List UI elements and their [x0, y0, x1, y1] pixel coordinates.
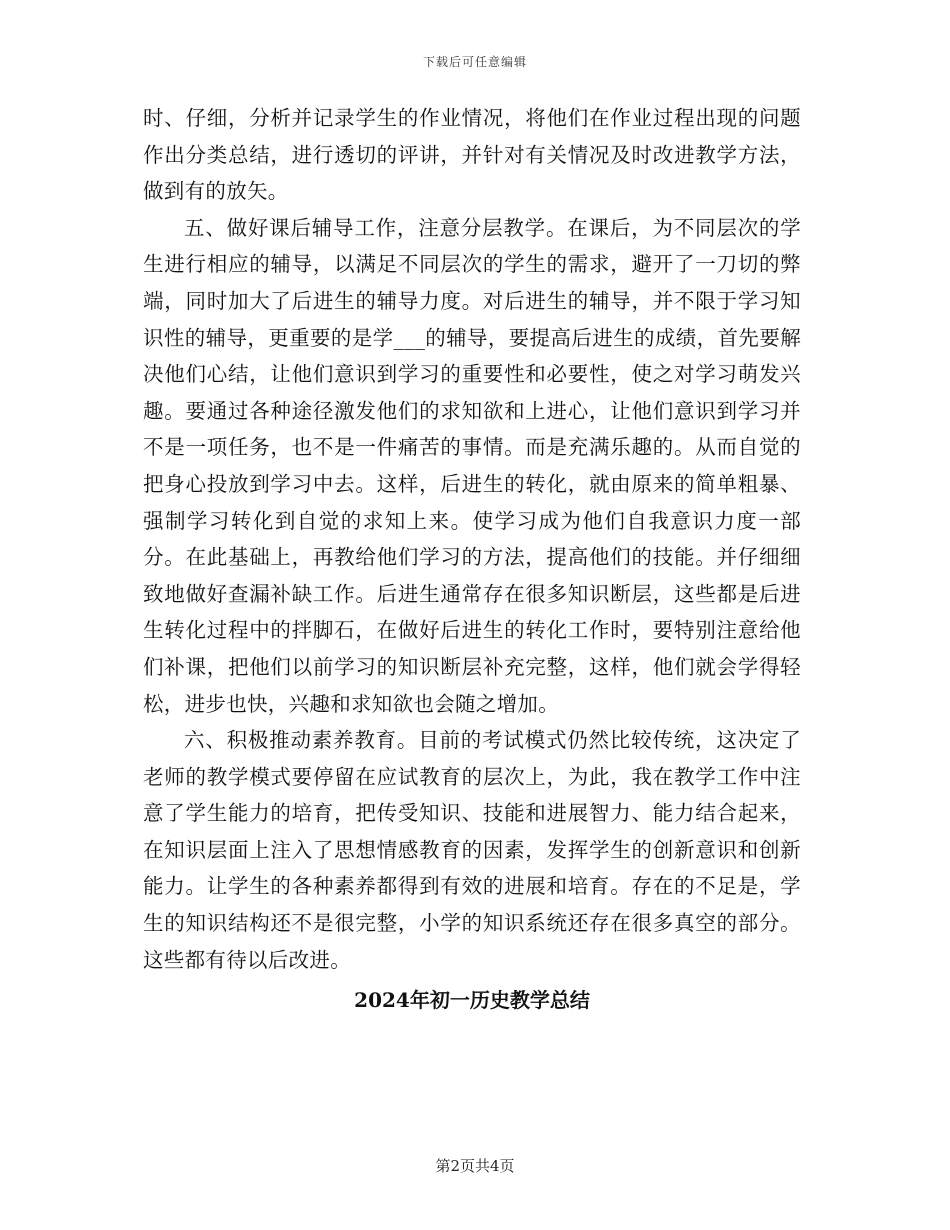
page-footer: 第2页共4页: [435, 1157, 515, 1175]
paragraph-2: 五、做好课后辅导工作，注意分层教学。在课后，为不同层次的学生进行相应的辅导，以满足不同层次的学生的需求，避开了一刀切的弊端，同时加大了后进生的辅导力度。对后进生的辅导，并不限于学习知识性的辅导，更重要的是学___的辅导，要提高后进生的成绩，首先要解决他们心结，让他们意识到学习的重要性和必要性，使之对学习萌发兴趣。要通过各种途径激发他们的求知欲和上进心，让他们意识到学习并不是一项任务，也不是一件痛苦的事情。而是充满乐趣的。从而自觉的把身心投放到学习中去。这样，后进生的转化，就由原来的简单粗暴、强制学习转化到自觉的求知上来。使学习成为他们自我意识力度一部分。在此基础上，再教给他们学习的方法，提高他们的技能。并仔细细致地做好查漏补缺工作。后进生通常存在很多知识断层，这些都是后进生转化过程中的拌脚石，在做好后进生的转化工作时，要特别注意给他们补课，把他们以前学习的知识断层补充完整，这样，他们就会学得轻松，进步也快，兴趣和求知欲也会随之增加。: [143, 215, 801, 716]
document-title: 2024年初一历史教学总结: [354, 988, 590, 1013]
paragraph-1: 时、仔细，分析并记录学生的作业情况，将他们在作业过程出现的问题作出分类总结，进行透切的评讲，并针对有关情况及时改进教学方法，做到有的放矢。: [143, 106, 801, 204]
page-header: 下载后可任意编辑: [422, 55, 527, 69]
paragraph-3: 六、积极推动素养教育。目前的考试模式仍然比较传统，这决定了老师的教学模式要停留在应试教育的层次上，为此，我在教学工作中注意了学生能力的培育，把传受知识、技能和进展智力、能力结合起来，在知识层面上注入了思想情感教育的因素，发挥学生的创新意识和创新能力。让学生的各种素养都得到有效的进展和培育。存在的不足是，学生的知识结构还不是很完整，小学的知识系统还存在很多真空的部分。这些都有待以后改进。: [143, 728, 801, 972]
document-body: [143, 100, 801, 1018]
